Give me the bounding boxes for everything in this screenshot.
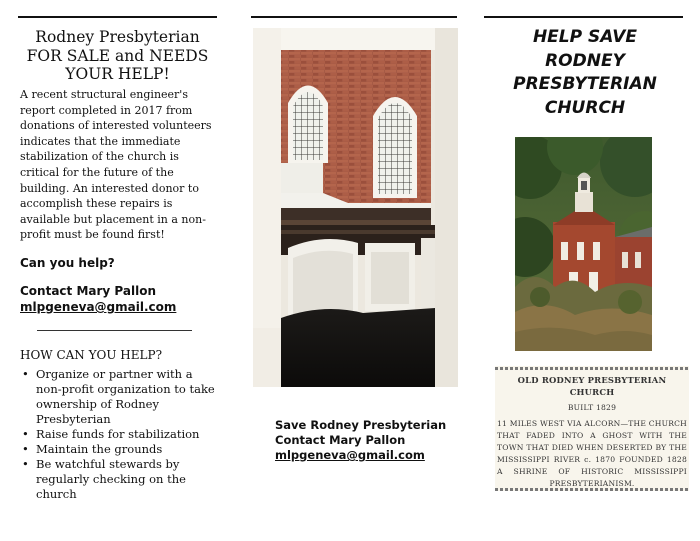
middle-email-link[interactable]: mlpgeneva@gmail.com bbox=[275, 448, 425, 462]
middle-contact-block bbox=[275, 418, 446, 463]
middle-contact-name: Contact Mary Pallon bbox=[275, 433, 406, 447]
marker-body: 11 MILES WEST VIA ALCORN—THE CHURCH THAT FADED INTO A GHOST WITH THE TOWN THAT DIED WHEN DESERTED BY THE MISSISSIPPI RIVER c. 1870 FOUNDED 1828 A SHRINE OF HISTORIC MISSISSIPPI PRESBYTERIANISM. bbox=[497, 419, 687, 488]
left-title: Rodney Presbyterian FOR SALE and NEEDS YOUR HELP! bbox=[26, 28, 209, 83]
contact-name: Contact Mary Pallon bbox=[20, 284, 156, 298]
help-list-item: • Maintain the grounds bbox=[20, 442, 220, 457]
church-exterior-illustration bbox=[515, 137, 652, 351]
middle-top-rule bbox=[251, 16, 457, 18]
section-divider bbox=[37, 330, 192, 331]
church-interior-photo bbox=[253, 28, 458, 387]
help-list-item: • Raise funds for stabilization bbox=[20, 427, 220, 442]
help-list-item: • Be watchful stewards by regularly checking on the church bbox=[20, 457, 220, 502]
marker-built: BUILT 1829 bbox=[567, 403, 617, 412]
engineer-report-paragraph: A recent structural engineer's report completed in 2017 from donations of interested volunteers indicates that the immediate stabilization of the church is critical for the future of the building. An interested donor to accomplish these repairs is available but placement in a non-profit must be found first! bbox=[20, 88, 212, 242]
help-list bbox=[20, 367, 220, 502]
save-rodney-line: Save Rodney Presbyterian bbox=[275, 418, 447, 432]
marker-top-border bbox=[495, 367, 689, 370]
church-exterior-photo bbox=[515, 137, 652, 351]
left-top-rule bbox=[18, 16, 217, 18]
church-interior-illustration bbox=[253, 28, 458, 387]
marker-title: OLD RODNEY PRESBYTERIAN CHURCH bbox=[517, 375, 667, 397]
how-can-you-help-heading: HOW CAN YOU HELP? bbox=[20, 348, 163, 362]
help-save-title: HELP SAVE RODNEY PRESBYTERIAN CHURCH bbox=[513, 27, 657, 118]
help-list-item: • Organize or partner with a non-profit organization to take ownership of Rodney Presbyterian bbox=[20, 367, 220, 427]
can-you-help-heading: Can you help? bbox=[20, 256, 115, 270]
right-top-rule bbox=[484, 16, 683, 18]
contact-email-link[interactable]: mlpgeneva@gmail.com bbox=[20, 300, 177, 314]
historic-marker-text bbox=[497, 374, 687, 490]
